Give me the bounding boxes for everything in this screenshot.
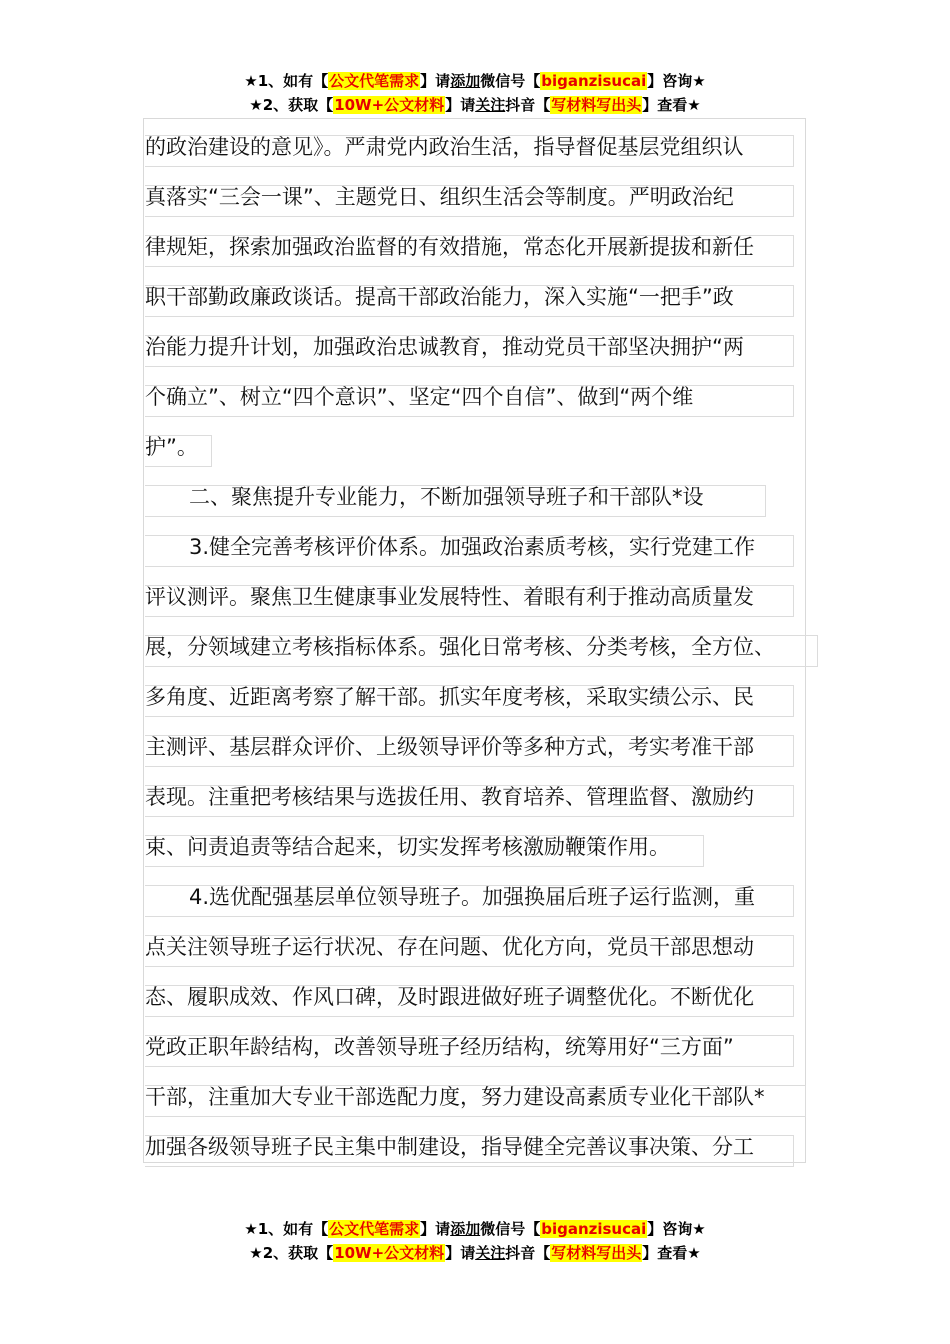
text-line: 律规矩，探索加强政治监督的有效措施，常态化开展新提拔和新任 xyxy=(145,222,825,272)
banner-text: 抖音【 xyxy=(505,96,551,114)
banner-text: 】请 xyxy=(445,1244,476,1262)
text-line: 护”。 xyxy=(145,422,825,472)
text-line: 个确立”、树立“四个意识”、坚定“四个自信”、做到“两个维 xyxy=(145,372,825,422)
banner-underline-text: 关注 xyxy=(475,1244,506,1262)
banner-text: 抖音【 xyxy=(505,1244,551,1262)
banner-text: ★1、如有【 xyxy=(244,72,329,90)
banner-line-1 xyxy=(0,69,950,93)
banner-line-2 xyxy=(0,93,950,117)
banner-text: 】查看★ xyxy=(642,1244,701,1262)
document-body xyxy=(145,122,825,1172)
text-line: 的政治建设的意见》。严肃党内政治生活，指导督促基层党组织认 xyxy=(145,122,825,172)
banner-text: 】查看★ xyxy=(642,96,701,114)
banner-text: ★2、获取【 xyxy=(249,96,334,114)
text-line: 评议测评。聚焦卫生健康事业发展特性、着眼有利于推动高质量发 xyxy=(145,572,825,622)
text-line: 加强各级领导班子民主集中制建设，指导健全完善议事决策、分工 xyxy=(145,1122,825,1172)
text-line: 束、问责追责等结合起来，切实发挥考核激励鞭策作用。 xyxy=(145,822,825,872)
text-line: 展，分领域建立考核指标体系。强化日常考核、分类考核，全方位、 xyxy=(145,622,825,672)
banner-highlight-douyin: 写材料写出头 xyxy=(551,1244,642,1262)
text-line: 干部，注重加大专业干部选配力度，努力建设高素质专业化干部队* xyxy=(145,1072,825,1122)
banner-highlight-wechat-id: biganzisucai xyxy=(541,1220,647,1238)
banner-text: 】请 xyxy=(445,96,476,114)
banner-line-2 xyxy=(0,1241,950,1265)
banner-text: 】咨询★ xyxy=(647,72,706,90)
text-line: 多角度、近距离考察了解干部。抓实年度考核，采取实绩公示、民 xyxy=(145,672,825,722)
section-heading: 二、聚焦提升专业能力，不断加强领导班子和干部队*设 xyxy=(145,472,825,522)
bottom-banner xyxy=(0,1217,950,1265)
banner-text: 】请 xyxy=(420,1220,451,1238)
text-line: 真落实“三会一课”、主题党日、组织生活会等制度。严明政治纪 xyxy=(145,172,825,222)
text-line: 治能力提升计划，加强政治忠诚教育，推动党员干部坚决拥护“两 xyxy=(145,322,825,372)
text-line: 表现。注重把考核结果与选拔任用、教育培养、管理监督、激励约 xyxy=(145,772,825,822)
banner-highlight-materials: 10W+公文材料 xyxy=(334,96,445,114)
text-line: 点关注领导班子运行状况、存在问题、优化方向，党员干部思想动 xyxy=(145,922,825,972)
banner-highlight-douyin: 写材料写出头 xyxy=(551,96,642,114)
text-line: 主测评、基层群众评价、上级领导评价等多种方式，考实考准干部 xyxy=(145,722,825,772)
banner-text: 微信号【 xyxy=(480,1220,541,1238)
banner-text: 】咨询★ xyxy=(647,1220,706,1238)
text-line: 态、履职成效、作风口碑，及时跟进做好班子调整优化。不断优化 xyxy=(145,972,825,1022)
top-banner xyxy=(0,69,950,117)
text-line: 3.健全完善考核评价体系。加强政治素质考核，实行党建工作 xyxy=(145,522,825,572)
banner-text: ★1、如有【 xyxy=(244,1220,329,1238)
banner-text: 微信号【 xyxy=(480,72,541,90)
text-line: 党政正职年龄结构，改善领导班子经历结构，统筹用好“三方面” xyxy=(145,1022,825,1072)
banner-text: 】请 xyxy=(420,72,451,90)
banner-highlight-materials: 10W+公文材料 xyxy=(334,1244,445,1262)
text-line: 职干部勤政廉政谈话。提高干部政治能力，深入实施“一把手”政 xyxy=(145,272,825,322)
banner-text: ★2、获取【 xyxy=(249,1244,334,1262)
banner-underline-text: 添加 xyxy=(450,72,481,90)
banner-line-1 xyxy=(0,1217,950,1241)
banner-highlight-wechat-id: biganzisucai xyxy=(541,72,647,90)
banner-highlight-service: 公文代笔需求 xyxy=(329,72,420,90)
text-line: 4.选优配强基层单位领导班子。加强换届后班子运行监测，重 xyxy=(145,872,825,922)
banner-highlight-service: 公文代笔需求 xyxy=(329,1220,420,1238)
banner-underline-text: 关注 xyxy=(475,96,506,114)
banner-underline-text: 添加 xyxy=(450,1220,481,1238)
